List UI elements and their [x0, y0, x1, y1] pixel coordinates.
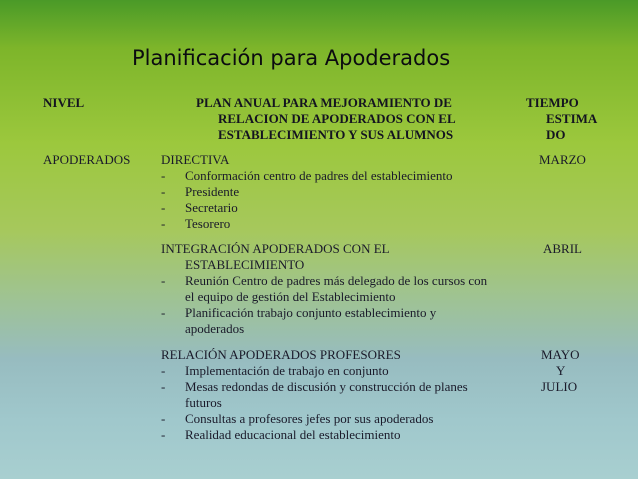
header-nivel: NIVEL — [43, 95, 85, 110]
list-item: - Consultas a profesores jefes por sus apoderados — [161, 411, 434, 426]
block-directiva-time: MARZO — [539, 152, 586, 167]
list-item: - Realidad educacional del establecimiento — [161, 427, 401, 442]
row-nivel-label: APODERADOS — [43, 152, 131, 167]
list-item: - Presidente — [161, 184, 240, 199]
block-relacion-list — [161, 363, 503, 443]
list-item: - Implementación de trabajo en conjunto — [161, 363, 389, 378]
list-item: - Tesorero — [161, 216, 231, 231]
header-tiempo-line1: TIEMPO — [526, 95, 579, 110]
block-relacion-time-1: MAYO — [541, 347, 580, 362]
block-directiva-title: DIRECTIVA — [161, 152, 230, 167]
header-plan-line2: RELACION DE APODERADOS CON EL — [218, 111, 456, 126]
header-tiempo-line2: ESTIMA — [546, 111, 598, 126]
block-integracion-title-line2: ESTABLECIMIENTO — [185, 257, 305, 272]
list-item: - Mesas redondas de discusión y construcción de planes futuros — [161, 379, 468, 410]
block-integracion-title-line1: INTEGRACIÓN APODERADOS CON EL — [161, 241, 390, 256]
block-integracion-time: ABRIL — [543, 241, 582, 256]
header-plan-line1: PLAN ANUAL PARA MEJORAMIENTO DE — [196, 95, 452, 110]
block-directiva-list — [161, 168, 501, 232]
list-item: - Conformación centro de padres del establecimiento — [161, 168, 453, 183]
header-plan-line3: ESTABLECIMIENTO Y SUS ALUMNOS — [218, 127, 454, 142]
block-relacion-time-2: Y — [556, 363, 566, 378]
block-integracion-list — [161, 273, 496, 337]
list-item: - Reunión Centro de padres más delegado de los cursos con el equipo de gestión del Establecimiento — [161, 273, 488, 304]
block-relacion-time-3: JULIO — [541, 379, 578, 394]
page-title: Planificación para Apoderados — [132, 46, 451, 70]
block-relacion-title: RELACIÓN APODERADOS PROFESORES — [161, 347, 401, 362]
list-item: - Secretario — [161, 200, 238, 215]
list-item: - Planificación trabajo conjunto establecimiento y apoderados — [161, 305, 437, 336]
header-tiempo-line3: DO — [546, 127, 566, 142]
